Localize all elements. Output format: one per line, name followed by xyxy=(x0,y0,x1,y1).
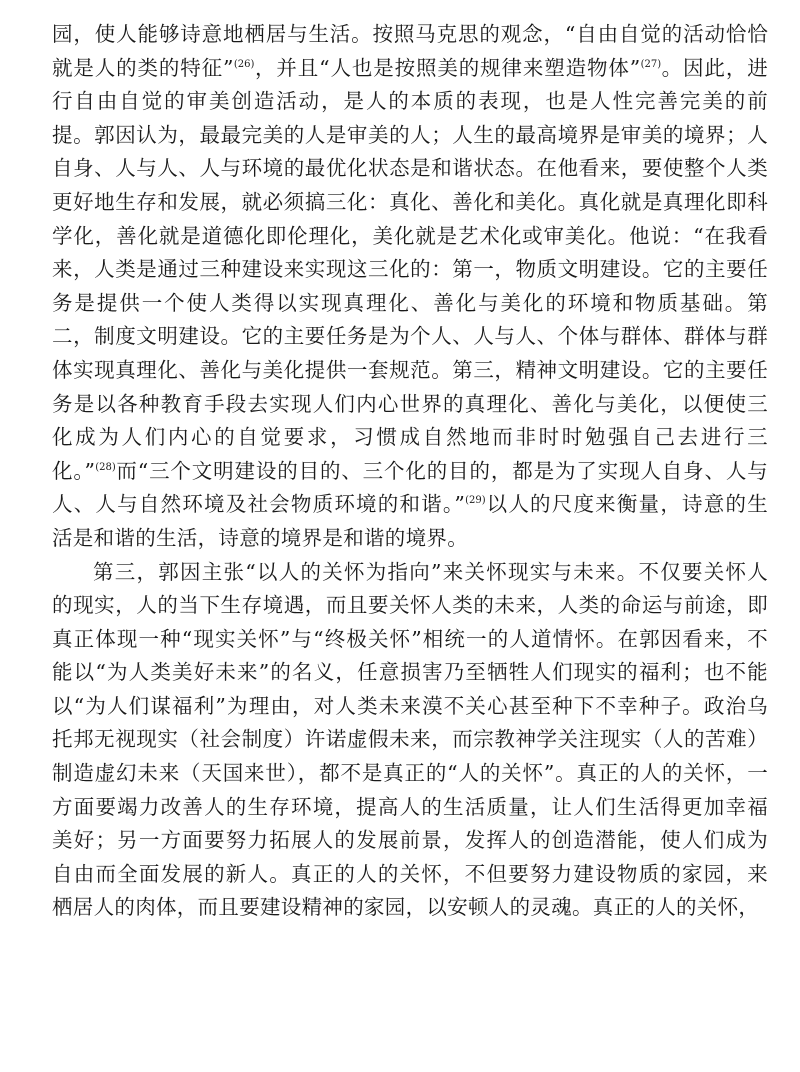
text-segment: 更好地生存和发展，就必须搞三化：真化、善化和美化。真化就是真理化即科 xyxy=(52,189,768,214)
text-line xyxy=(52,556,768,590)
text-segment: 第三，郭因主张“以人的关怀为指向”来关怀现实与未来。不仅要关怀人 xyxy=(93,559,768,584)
text-segment: 方面要竭力改善人的生存环境，提高人的生活质量，让人们生活得更加幸福 xyxy=(52,794,768,819)
text-segment: 就是人的类的特征” xyxy=(52,55,234,80)
text-segment: 体实现真理化、善化与美化提供一套规范。第三，精神文明建设。它的主要任 xyxy=(52,357,768,382)
text-segment: 人、人与自然环境及社会物质环境的和谐。” xyxy=(52,492,466,517)
text-line xyxy=(52,858,768,892)
text-segment: 园，使人能够诗意地栖居与生活。按照马克思的观念，“自由自觉的活动恰恰 xyxy=(52,22,768,46)
text-line xyxy=(52,455,768,489)
text-line xyxy=(52,52,768,86)
footnote-reference: (29) xyxy=(465,495,486,507)
text-segment: 化成为人们内心的自觉要求，习惯成自然地而非时时勉强自己去进行三 xyxy=(52,425,768,450)
text-segment: 以“为人们谋福利”为理由，对人类未来漠不关心甚至种下不幸种子。政治乌 xyxy=(52,693,768,718)
text-line xyxy=(52,891,768,925)
text-segment: 制造虚幻未来（天国来世），都不是真正的“人的关怀”。真正的人的关怀，一 xyxy=(52,761,768,786)
text-segment: 栖居人的肉体，而且要建设精神的家园，以安顿人的灵魂。真正的人的关怀， xyxy=(52,895,760,920)
text-line xyxy=(52,824,768,858)
text-line xyxy=(52,253,768,287)
text-line xyxy=(52,757,768,791)
text-line xyxy=(52,656,768,690)
text-line xyxy=(52,85,768,119)
document-body xyxy=(52,18,768,925)
text-segment: 美好；另一方面要努力拓展人的发展前景，发挥人的创造潜能，使人们成为 xyxy=(52,828,768,853)
text-line xyxy=(52,690,768,724)
text-line xyxy=(52,488,768,522)
text-segment: 能以“为人类美好未来”的名义，任意损害乃至牺牲人们现实的福利；也不能 xyxy=(52,660,768,685)
footnote-reference: (26) xyxy=(233,58,255,70)
text-segment: 行自由自觉的审美创造活动，是人的本质的表现，也是人性完善完美的前 xyxy=(52,89,768,114)
paragraph xyxy=(52,556,768,926)
text-segment: 。因此，进 xyxy=(661,55,768,80)
paragraph xyxy=(52,18,768,556)
text-line xyxy=(52,287,768,321)
text-line xyxy=(52,18,768,52)
text-line xyxy=(52,388,768,422)
text-line xyxy=(52,119,768,153)
text-line xyxy=(52,791,768,825)
text-line xyxy=(52,320,768,354)
text-segment: 的现实，人的当下生存境遇，而且要关怀人类的未来，人类的命运与前途，即 xyxy=(52,593,768,618)
text-segment: 而“三个文明建设的目的、三个化的目的，都是为了实现人自身、人与 xyxy=(115,458,768,483)
text-line xyxy=(52,522,768,556)
text-segment: 二，制度文明建设。它的主要任务是为个人、人与人、个体与群体、群体与群 xyxy=(52,324,768,349)
text-segment: 学化，善化就是道德化即伦理化，美化就是艺术化或审美化。他说：“在我看 xyxy=(52,223,768,248)
text-segment: ，并且“人也是按照美的规律来塑造物体” xyxy=(254,55,641,80)
text-line xyxy=(52,186,768,220)
footnote-reference: (28) xyxy=(95,461,116,473)
footnote-reference: (27) xyxy=(640,58,662,70)
text-line xyxy=(52,354,768,388)
text-segment: 以人的尺度来衡量，诗意的生 xyxy=(485,492,769,517)
text-segment: 务是提供一个使人类得以实现真理化、善化与美化的环境和物质基础。第 xyxy=(52,290,768,315)
text-line xyxy=(52,723,768,757)
text-segment: 托邦无视现实（社会制度）许诺虚假未来，而宗教神学关注现实（人的苦难） xyxy=(52,727,768,752)
text-line xyxy=(52,152,768,186)
text-segment: 提。郭因认为，最最完美的人是审美的人；人生的最高境界是审美的境界；人 xyxy=(52,122,768,147)
text-line xyxy=(52,589,768,623)
text-segment: 自身、人与人、人与环境的最优化状态是和谐状态。在他看来，要使整个人类 xyxy=(52,156,768,181)
text-segment: 自由而全面发展的新人。真正的人的关怀，不但要努力建设物质的家园，来 xyxy=(52,861,768,886)
text-line xyxy=(52,623,768,657)
text-segment: 化。” xyxy=(52,458,96,483)
text-segment: 真正体现一种“现实关怀”与“终极关怀”相统一的人道情怀。在郭因看来，不 xyxy=(52,626,768,651)
text-segment: 来，人类是通过三种建设来实现这三化的：第一，物质文明建设。它的主要任 xyxy=(52,257,768,282)
text-line xyxy=(52,421,768,455)
text-segment: 活是和谐的生活，诗意的境界是和谐的境界。 xyxy=(52,525,468,550)
text-line xyxy=(52,220,768,254)
text-segment: 务是以各种教育手段去实现人们内心世界的真理化、善化与美化，以便使三 xyxy=(52,391,768,416)
